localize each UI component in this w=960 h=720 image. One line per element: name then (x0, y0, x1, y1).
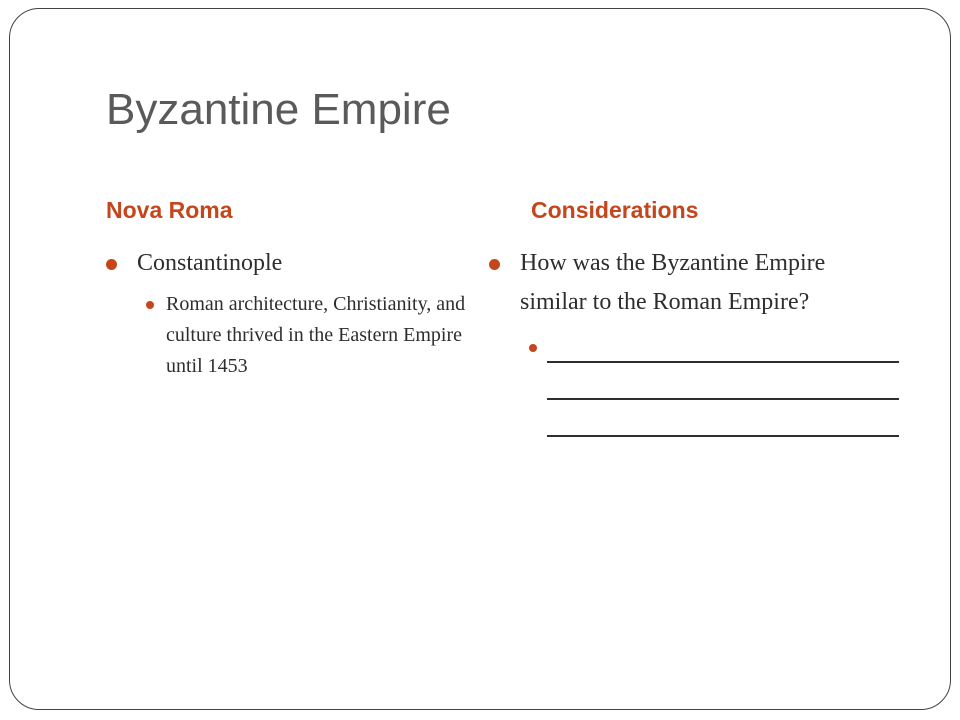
answer-blank-line (547, 400, 899, 437)
bullet-item (489, 244, 879, 322)
answer-blank-line (547, 363, 899, 400)
sub-bullet-text: Roman architecture, Christianity, and culture thrived in the Eastern Empire until 1453 (166, 293, 466, 377)
bullet-dot-icon (489, 259, 500, 270)
sub-bullet-list (137, 289, 466, 382)
answer-blank-line (547, 326, 899, 363)
slide-title: Byzantine Empire (106, 85, 451, 134)
bullet-item (106, 244, 466, 382)
left-bullet-list (106, 244, 466, 382)
right-bullet-list (489, 244, 879, 437)
bullet-dot-icon (106, 259, 117, 270)
sub-bullet-item (137, 289, 466, 382)
answer-blank-lines (547, 326, 879, 437)
question-text: How was the Byzantine Empire similar to the Roman Empire? (520, 250, 826, 315)
bullet-text: Constantinople (137, 250, 283, 276)
right-column-heading: Considerations (531, 197, 699, 223)
left-column-heading: Nova Roma (106, 197, 233, 223)
sub-bullet-dot-icon (146, 301, 154, 309)
answer-blank-item (489, 326, 879, 437)
sub-bullet-dot-icon (529, 344, 537, 352)
